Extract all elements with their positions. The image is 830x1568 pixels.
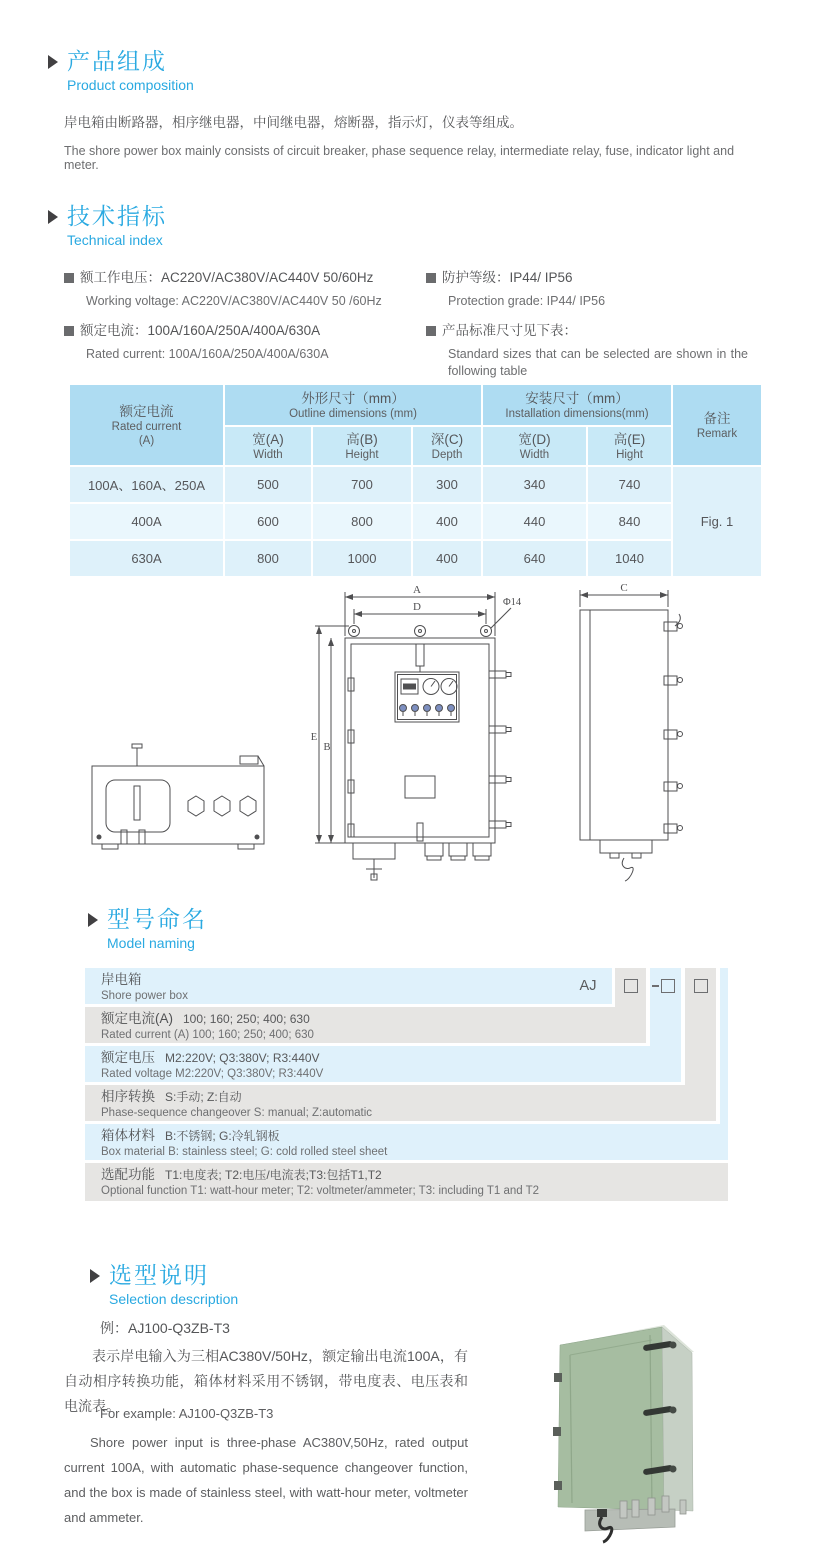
- section-title-en: Selection description: [109, 1291, 239, 1307]
- section-product-composition: [48, 48, 768, 172]
- section-arrow-icon: [48, 210, 58, 224]
- selection-body-en: Shore power input is three-phase AC380V,50Hz, rated output current 100A, with automatic phase-sequence changeover function, and the box is made of stainless steel, with watt-hour meter, voltmeter and ammeter.: [64, 1435, 468, 1525]
- naming-row-box-material: 箱体材料 B:不锈钢; G:冷轧钢板 Box material B: stainless steel; G: cold rolled steel sheet: [85, 1124, 728, 1160]
- cell-height: 1000: [312, 540, 412, 577]
- model-code-box-icon: [694, 979, 708, 993]
- col-header-depth-c: 深(C) Depth: [412, 426, 482, 466]
- table-row: [69, 540, 762, 577]
- cell-depth: 400: [412, 503, 482, 540]
- table-row: [69, 466, 762, 503]
- section-arrow-icon: [90, 1269, 100, 1283]
- col-group-outline-dimensions: 外形尺寸（mm） Outline dimensions (mm): [224, 384, 482, 426]
- hinge-icon: [553, 1427, 561, 1436]
- cell-inst-hight: 740: [587, 466, 672, 503]
- cell-depth: 400: [412, 540, 482, 577]
- spec-column-right: [426, 266, 756, 389]
- naming-row-rated-current: 额定电流(A) 100; 160; 250; 400; 630 Rated current (A) 100; 160; 250; 400; 630: [85, 1007, 646, 1043]
- section-selection-description: [90, 1262, 238, 1307]
- cell-height: 800: [312, 503, 412, 540]
- model-code-box-icon: [624, 979, 638, 993]
- section-title-zh: 选型说明: [109, 1262, 209, 1288]
- model-naming-diagram: [85, 968, 728, 1203]
- cell-current: 400A: [69, 503, 224, 540]
- spec-working-voltage: 额工作电压：AC220V/AC380V/AC440V 50/60Hz Working voltage: AC220V/AC380V/AC440V 50 /60Hz: [64, 266, 424, 310]
- bullet-square-icon: [64, 273, 74, 283]
- drawing-side-view: [580, 582, 683, 881]
- naming-row-optional-function: 选配功能 T1:电度表; T2:电压/电流表;T3:包括T1,T2 Optional function T1: watt-hour meter; T2: voltmeter/ammeter; T3: including T1 and T2: [85, 1163, 728, 1201]
- composition-body-zh: 岸电箱由断路器，相序继电器，中间继电器，熔断器，指示灯，仪表等组成。: [64, 115, 523, 130]
- section-title-en: Technical index: [67, 232, 163, 248]
- section-technical-index: [48, 203, 788, 389]
- col-header-hight-e: 高(E) Hight: [587, 426, 672, 466]
- section-model-naming: [88, 906, 207, 951]
- model-prefix-code: AJ: [579, 978, 597, 994]
- col-header-rated-current: 额定电流 Rated current (A): [69, 384, 224, 466]
- drawing-bottom-view: [92, 744, 264, 849]
- cell-current: 630A: [69, 540, 224, 577]
- cell-inst-width: 640: [482, 540, 587, 577]
- section-arrow-icon: [48, 55, 58, 69]
- naming-row-phase-sequence: 相序转换 S:手动; Z:自动 Phase-sequence changeover S: manual; Z:automatic: [85, 1085, 716, 1121]
- hinge-icon: [554, 1481, 562, 1490]
- hinge-icon: [554, 1373, 562, 1382]
- spec-column-left: [64, 266, 424, 389]
- model-code-dash-icon: [652, 985, 659, 987]
- cell-inst-hight: 840: [587, 503, 672, 540]
- cell-depth: 300: [412, 466, 482, 503]
- product-photo: [540, 1295, 790, 1555]
- col-group-installation-dimensions: 安装尺寸（mm） Installation dimensions(mm): [482, 384, 672, 426]
- spec-standard-sizes: 产品标准尺寸见下表： Standard sizes that can be selected are shown in the following table: [426, 319, 756, 380]
- spec-rated-current: 额定电流：100A/160A/250A/400A/630A Rated current: 100A/160A/250A/400A/630A: [64, 319, 424, 363]
- section-title-zh: 技术指标: [67, 203, 167, 229]
- drawing-front-view: [311, 584, 522, 880]
- dim-e-label: E: [310, 732, 318, 743]
- dim-d-label: D: [413, 601, 421, 613]
- cell-width: 800: [224, 540, 312, 577]
- cell-inst-width: 440: [482, 503, 587, 540]
- bullet-square-icon: [426, 273, 436, 283]
- col-header-width-d: 宽(D) Width: [482, 426, 587, 466]
- cell-current: 100A、160A、250A: [69, 466, 224, 503]
- technical-drawing: [60, 578, 770, 890]
- cell-height: 700: [312, 466, 412, 503]
- cell-width: 500: [224, 466, 312, 503]
- col-header-remark: 备注 Remark: [672, 384, 762, 466]
- dim-c-label: C: [620, 582, 628, 594]
- cell-remark-fig: Fig. 1: [672, 466, 762, 577]
- naming-row-rated-voltage: 额定电压 M2:220V; Q3:380V; R3:440V Rated voltage M2:220V; Q3:380V; R3:440V: [85, 1046, 681, 1082]
- model-code-box-icon: [661, 979, 675, 993]
- dim-b-label: B: [323, 742, 331, 753]
- cell-inst-width: 340: [482, 466, 587, 503]
- table-row: [69, 503, 762, 540]
- box-side-face: [662, 1327, 693, 1511]
- selection-example-zh: 例：AJ100-Q3ZB-T3: [100, 1320, 230, 1336]
- cell-inst-hight: 1040: [587, 540, 672, 577]
- section-title-zh: 型号命名: [107, 906, 207, 932]
- cell-width: 600: [224, 503, 312, 540]
- hole-diameter-label: Φ14: [503, 597, 522, 608]
- bullet-square-icon: [426, 326, 436, 336]
- composition-body-en: The shore power box mainly consists of circuit breaker, phase sequence relay, intermediate relay, fuse, indicator light and meter.: [64, 144, 735, 172]
- selection-body-zh: 表示岸电输入为三相AC380V/50Hz，额定输出电流100A，有自动相序转换功能，箱体材料采用不锈钢，带电度表、电压表和电流表。: [64, 1348, 468, 1414]
- section-title-en: Model naming: [107, 935, 195, 951]
- drawing-control-panel: [395, 672, 459, 722]
- col-header-width-a: 宽(A) Width: [224, 426, 312, 466]
- naming-row-shore-power-box: 岸电箱 Shore power box: [85, 968, 612, 1004]
- section-title-en: Product composition: [67, 77, 194, 93]
- bullet-square-icon: [64, 326, 74, 336]
- section-arrow-icon: [88, 913, 98, 927]
- dim-a-label: A: [413, 584, 421, 596]
- section-title-zh: 产品组成: [67, 48, 167, 74]
- selection-example-en: For example: AJ100-Q3ZB-T3: [100, 1406, 274, 1421]
- col-header-height-b: 高(B) Height: [312, 426, 412, 466]
- dimensions-table: [68, 383, 763, 578]
- spec-protection-grade: 防护等级：IP44/ IP56 Protection grade: IP44/ IP56: [426, 266, 756, 310]
